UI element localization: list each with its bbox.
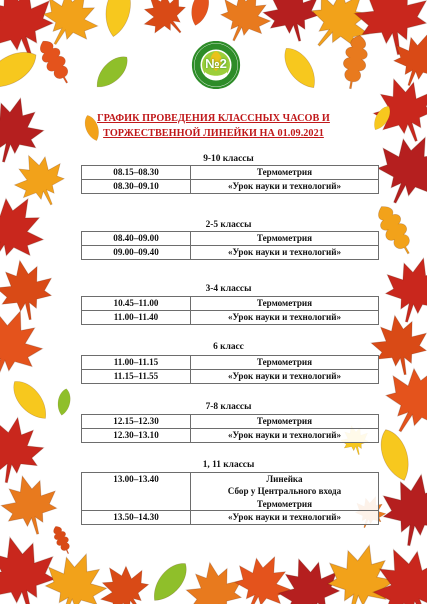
activity-line: Термометрия xyxy=(256,498,313,509)
group-heading: 1, 11 классы xyxy=(202,460,255,470)
activity-line: Сбор у Центрального входа xyxy=(227,486,342,497)
table-row xyxy=(82,297,379,311)
time-cell: 11.15–11.55 xyxy=(82,370,191,384)
time-cell: 11.00–11.40 xyxy=(82,311,191,325)
time-cell: 08.40–09.00 xyxy=(82,232,191,246)
schedule-table xyxy=(81,355,379,384)
activity-cell: Термометрия xyxy=(191,166,379,180)
title-line-2: ТОРЖЕСТВЕННОЙ ЛИНЕЙКИ НА 01.09.2021 xyxy=(103,128,324,139)
activity-cell: «Урок науки и технологий» xyxy=(191,510,379,524)
table-row xyxy=(82,356,379,370)
title-line-1: ГРАФИК ПРОВЕДЕНИЯ КЛАССНЫХ ЧАСОВ И xyxy=(97,113,330,124)
time-cell: 08.15–08.30 xyxy=(82,166,191,180)
time-cell: 12.30–13.10 xyxy=(82,429,191,443)
time-cell: 09.00–09.40 xyxy=(82,246,191,260)
table-row xyxy=(82,232,379,246)
schedule-table xyxy=(81,472,379,525)
schedule-table xyxy=(81,231,379,260)
table-row xyxy=(82,510,379,524)
activity-cell: Термометрия xyxy=(191,356,379,370)
logo-number: №2 xyxy=(205,56,227,71)
activity-cell: Термометрия xyxy=(191,232,379,246)
table-row xyxy=(82,473,379,511)
schedule-table xyxy=(81,296,379,325)
time-cell: 11.00–11.15 xyxy=(82,356,191,370)
activity-cell: Термометрия xyxy=(191,415,379,429)
table-row xyxy=(82,246,379,260)
activity-cell: Термометрия xyxy=(191,297,379,311)
group-heading: 2-5 классы xyxy=(205,220,252,230)
table-row xyxy=(82,370,379,384)
group-heading: 7-8 классы xyxy=(205,402,252,412)
time-cell: 13.50–14.30 xyxy=(82,510,191,524)
activity-cell xyxy=(191,473,379,511)
schedule-table xyxy=(81,414,379,443)
group-heading: 9-10 классы xyxy=(203,154,254,164)
time-cell: 10.45–11.00 xyxy=(82,297,191,311)
table-row xyxy=(82,311,379,325)
time-cell: 08.30–09.10 xyxy=(82,180,191,194)
table-row xyxy=(82,429,379,443)
activity-cell: «Урок науки и технологий» xyxy=(191,246,379,260)
activity-cell: «Урок науки и технологий» xyxy=(191,311,379,325)
page-title xyxy=(60,111,367,141)
activity-line: Линейка xyxy=(266,474,303,484)
table-row xyxy=(82,415,379,429)
time-cell: 12.15–12.30 xyxy=(82,415,191,429)
group-heading: 3-4 классы xyxy=(205,284,252,294)
group-heading: 6 класс xyxy=(213,342,244,352)
table-row xyxy=(82,180,379,194)
activity-cell: «Урок науки и технологий» xyxy=(191,429,379,443)
time-cell: 13.00–13.40 xyxy=(82,473,191,511)
school-logo xyxy=(191,41,241,89)
table-row xyxy=(82,166,379,180)
schedule-table xyxy=(81,165,379,194)
activity-cell: «Урок науки и технологий» xyxy=(191,180,379,194)
activity-cell: «Урок науки и технологий» xyxy=(191,370,379,384)
